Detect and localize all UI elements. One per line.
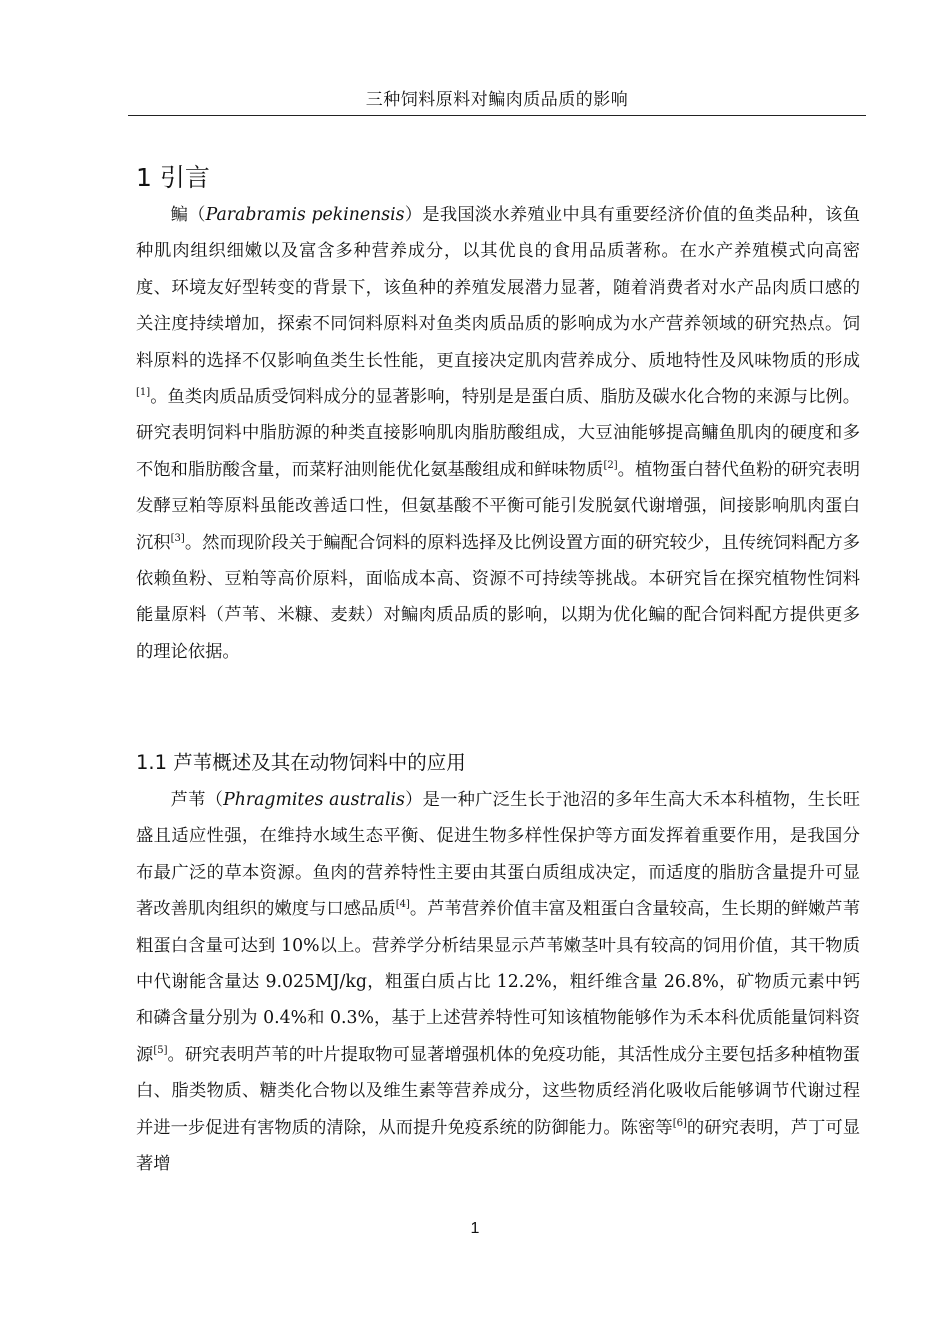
introduction-paragraph: [136, 197, 860, 670]
text-run: 芦苇（: [170, 790, 224, 810]
text-run: 的研究表明，芦丁可显著增: [136, 1117, 860, 1175]
running-header: 三种饲料原料对鳊肉质品质的影响: [128, 88, 866, 116]
text-run: 。研究表明芦苇的叶片提取物可显著增强机体的免疫功能，其活性成分主要包括多种植物蛋白、脂类物质、糖类化合物以及维生素等营养成分，这些物质经消化吸收后能够调节代谢过程并进一步促进有害物质的清除，从而提升免疫系统的防御能力。陈密等: [136, 1044, 860, 1138]
text-run: ）是我国淡水养殖业中具有重要经济价值的鱼类品种，该鱼种肌肉组织细嫩以及富含多种营养成分，以其优良的食用品质著称。在水产养殖模式向高密度、环境友好型转变的背景下，该鱼种的养殖发展潜力显著，随着消费者对水产品肉质口感的关注度持续增加，探索不同饲料原料对鱼类肉质品质的影响成为水产营养领域的研究热点。饲料原料的选择不仅影响鱼类生长性能，更直接决定肌肉营养成分、质地特性及风味物质的形成: [136, 205, 860, 371]
species-name: Parabramis pekinensis: [205, 205, 405, 225]
text-run: 。植物蛋白替代鱼粉的研究表明发酵豆粕等原料虽能改善适口性，但氨基酸不平衡可能引发脱氨代谢增强，间接影响肌肉蛋白沉积: [136, 459, 860, 553]
subsection-heading-reed: 1.1 芦苇概述及其在动物饲料中的应用: [136, 751, 466, 775]
citation-ref: [5]: [153, 1044, 168, 1056]
text-run: 。鱼类肉质品质受饲料成分的显著影响，特别是是蛋白质、脂肪及碳水化合物的来源与比例。研究表明饲料中脂肪源的种类直接影响肌肉脂肪酸组成，大豆油能够提高鳙鱼肌肉的硬度和多不饱和脂肪酸含量，而菜籽油则能优化氨基酸组成和鲜味物质: [136, 387, 860, 480]
text-run: ）是一种广泛生长于池沼的多年生高大禾本科植物，生长旺盛且适应性强，在维持水域生态平衡、促进生物多样性保护等方面发挥着重要作用，是我国分布最广泛的草本资源。鱼肉的营养特性主要由其蛋白质组成决定，而适度的脂肪含量提升可显著改善肌肉组织的嫩度与口感品质: [136, 790, 860, 920]
citation-ref: [6]: [672, 1117, 687, 1129]
text-run: 。芦苇营养价值丰富及粗蛋白含量较高，生长期的鲜嫩芦苇粗蛋白含量可达到 10%以上。营养学分析结果显示芦苇嫩茎叶具有较高的饲用价值，其干物质中代谢能含量达 9.025MJ/kg，粗蛋白质占比 12.2%，粗纤维含量 26.8%，矿物质元素中钙和磷含量分别为 0.4%和 0.3%，基于上述营养特性可知该植物能够作为禾本科优质能量饲料资源: [136, 899, 860, 1065]
citation-ref: [1]: [136, 387, 151, 399]
citation-ref: [2]: [603, 459, 618, 471]
citation-ref: [3]: [170, 532, 185, 544]
text-run: 鳊（: [170, 205, 206, 225]
page-number: 1: [470, 1220, 480, 1237]
text-run: 。然而现阶段关于鳊配合饲料的原料选择及比例设置方面的研究较少，且传统饲料配方多依赖鱼粉、豆粕等高价原料，面临成本高、资源不可持续等挑战。本研究旨在探究植物性饲料能量原料（芦苇、米糠、麦麸）对鳊肉质品质的影响，以期为优化鳊的配合饲料配方提供更多的理论依据。: [136, 532, 860, 662]
citation-ref: [4]: [395, 899, 410, 911]
species-name: Phragmites australis: [223, 790, 405, 810]
section-heading-introduction: 1 引言: [136, 162, 210, 192]
reed-paragraph: [136, 782, 860, 1182]
